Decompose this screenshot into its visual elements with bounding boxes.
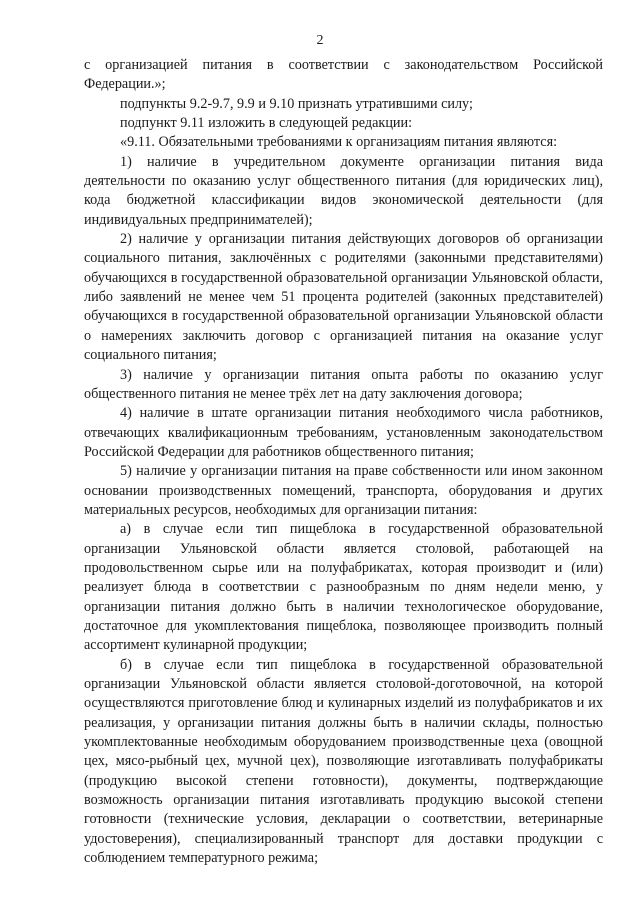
page-number: 2 [316, 33, 324, 48]
paragraph-requirement-3: 3) наличие у организации питания опыта работы по оказанию услуг общественного питания не менее трёх лет на дату заключения договора; [84, 366, 603, 402]
paragraph-requirement-5: 5) наличие у организации питания на праве собственности или ином законном основании производственных помещений, транспорта, оборудования и других материальных ресурсов, необходимых для организации питания: [84, 463, 603, 518]
paragraph-continuation: с организацией питания в соответствии с законодательством Российской Федерации.»; [84, 57, 603, 93]
document-body [84, 56, 603, 868]
paragraph-requirement-5b: б) в случае если тип пищеблока в государственной образовательной организации Ульяновской области является столовой-доготовочной, на которой осуществляются приготовление блюд и кулинарных изделий из полуфабрикатов и их реализация, у организации питания должны быть в наличии склады, полностью укомплектованные необходимым оборудованием производственные цеха (овощной цех, мясо-рыбный цех, мучной цех), позволяющие изготавливать полуфабрикаты (продукцию высокой степени готовности), документы, подтверждающие возможность организации питания изготавливать продукцию высокой степени готовности (технические условия, декларации о соответствии, ветеринарные удостоверения), специализированный транспорт для доставки продукции с соблюдением температурного режима; [84, 656, 603, 867]
paragraph-requirement-4: 4) наличие в штате организации питания необходимого числа работников, отвечающих квалификационным требованиям, установленным законодательством Российской Федерации для работников общественного питания; [84, 405, 603, 460]
paragraph-subclauses-repealed: подпункты 9.2-9.7, 9.9 и 9.10 признать утратившими силу; [120, 95, 473, 112]
paragraph-requirement-2: 2) наличие у организации питания действующих договоров об организации социального питания, заключённых с родителями (законными представителями) обучающихся в государственной образовательной организации Ульяновской области, либо заявлений не менее чем 51 процента родителей (законных представителей) обучающихся в государственной образовательной организации Ульяновской области о намерениях заключить договор с организацией питания на оказание услуг социального питания; [84, 231, 603, 364]
paragraph-requirement-5a: а) в случае если тип пищеблока в государственной образовательной организации Ульяновской области является столовой, работающей на продовольственном сырье или на полуфабрикатах, которая производит и (или) реализует блюда в соответствии с разнообразным по дням недели меню, у организации питания должно быть в наличии технологическое оборудование, достаточное для укомплектования пищеблока, позволяющее производить полный ассортимент кулинарной продукции; [84, 521, 603, 654]
paragraph-clause-9-11: «9.11. Обязательными требованиями к организациям питания являются: [120, 134, 558, 151]
paragraph-subclause-new-wording: подпункт 9.11 изложить в следующей редакции: [120, 115, 413, 132]
paragraph-requirement-1: 1) наличие в учредительном документе организации питания вида деятельности по оказанию услуг общественного питания (для юридических лиц), кода бюджетной классификации видов экономической деятельности (для индивидуальных предпринимателей); [84, 153, 603, 228]
